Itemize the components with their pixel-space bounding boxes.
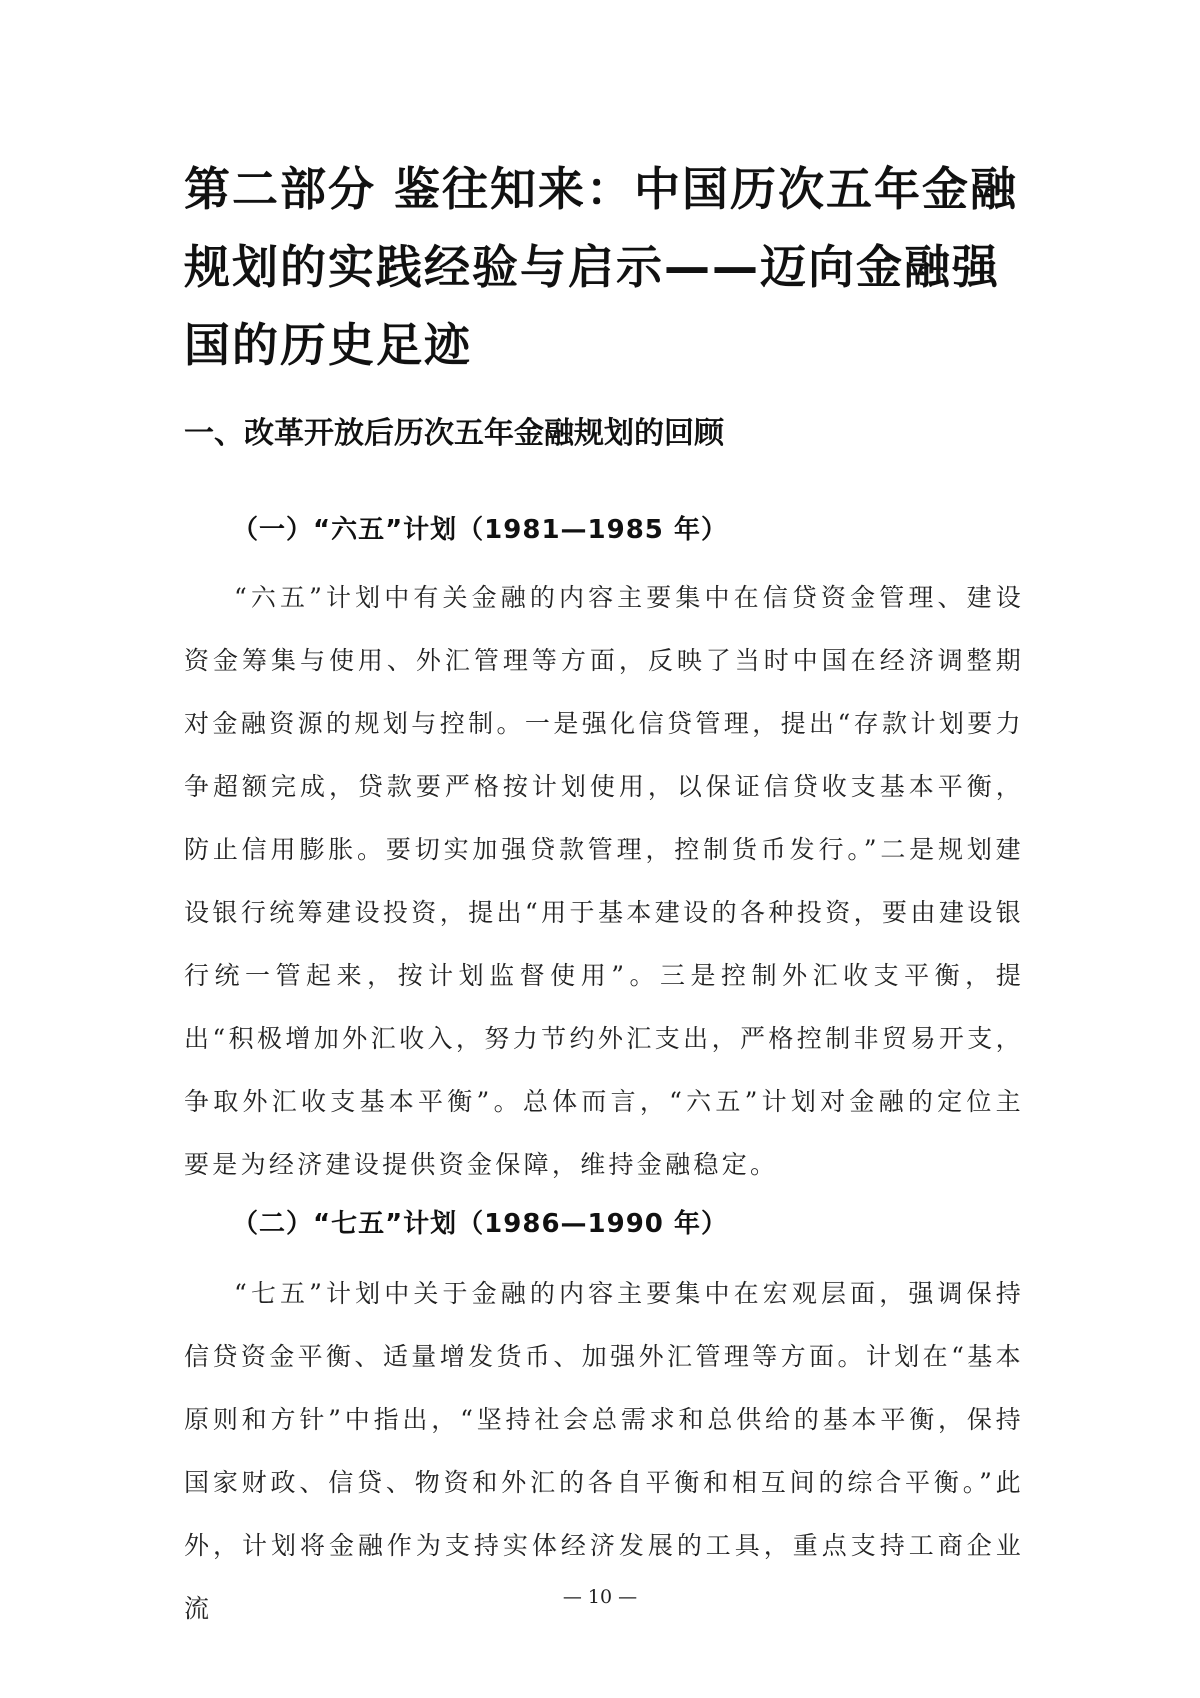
body-paragraph-liuwu: “六五”计划中有关金融的内容主要集中在信贷资金管理、建设资金筹集与使用、外汇管理等方面，反映了当时中国在经济调整期对金融资源的规划与控制。一是强化信贷管理，提出“存款计划要力争超额完成，贷款要严格按计划使用，以保证信贷收支基本平衡，防止信用膨胀。要切实加强贷款管理，控制货币发行。”二是规划建设银行统筹建设投资，提出“用于基本建设的各种投资，要由建设银行统一管起来，按计划监督使用”。三是控制外汇收支平衡，提出“积极增加外汇收入，努力节约外汇支出，严格控制非贸易开支，争取外汇收支基本平衡”。总体而言，“六五”计划对金融的定位主要是为经济建设提供资金保障，维持金融稳定。 — [184, 583, 1024, 1179]
page-number: — 10 — — [562, 1586, 638, 1608]
part-title: 第二部分 鉴往知来：中国历次五年金融规划的实践经验与启示——迈向金融强国的历史足迹 — [184, 162, 1019, 372]
body-paragraph-qiwu: “七五”计划中关于金融的内容主要集中在宏观层面，强调保持信贷资金平衡、适量增发货币、加强外汇管理等方面。计划在“基本原则和方针”中指出，“坚持社会总需求和总供给的基本平衡，保持国家财政、信贷、物资和外汇的各自平衡和相互间的综合平衡。”此外，计划将金融作为支持实体经济发展的工具，重点支持工商企业流 — [184, 1279, 1024, 1623]
subsection-heading-liuwu: （一）“六五”计划（1981—1985 年） — [232, 515, 728, 545]
subsection-heading-qiwu: （二）“七五”计划（1986—1990 年） — [232, 1209, 728, 1239]
section-heading: 一、改革开放后历次五年金融规划的回顾 — [184, 416, 724, 451]
